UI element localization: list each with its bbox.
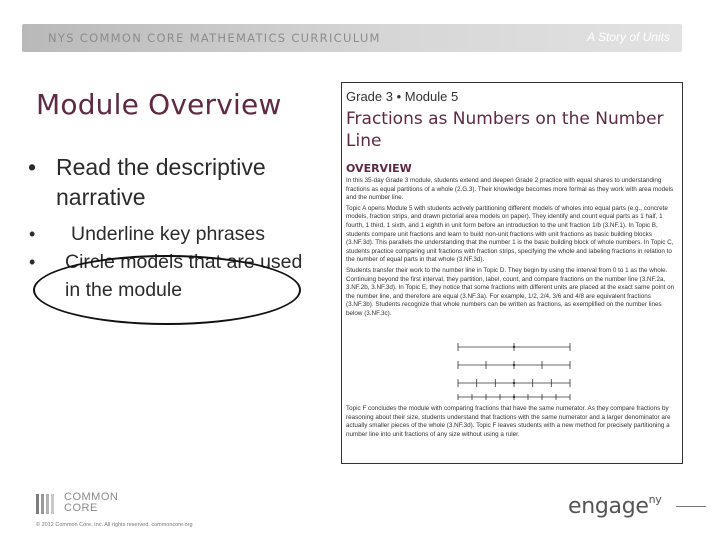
story-of-units-label: A Story of Units (587, 30, 670, 44)
doc-paragraph: Topic A opens Module 5 with students actively partitioning different models of wholes into equal parts (e.g., concrete models, fraction strips, and drawn pictorial area models on paper). They identify and count equal parts as 1 half, 1 fourth, 1 third, 1 sixth, and 1 eighth in unit form before an introduction to the unit fraction 1/b (3.NF.1). In Topic B, students compare unit fractions and learn to build non-unit fractions with unit fractions as basic building blocks (3.NF.3d). This parallels the understanding that the number 1 is the basic building block of whole numbers. In Topic C, students practice comparing unit fractions with fraction strips, specifying the whole and labeling fractions in relation to the number of equal parts in that whole (3.NF.3d). (346, 204, 674, 264)
footer-rule (676, 506, 706, 507)
doc-body (346, 177, 678, 321)
doc-title: Fractions as Numbers on the Number Line (346, 109, 664, 151)
engage-word: engage (568, 494, 649, 519)
brand-line-1: COMMON (64, 491, 119, 503)
doc-overview-heading: OVERVIEW (346, 162, 412, 175)
bullet-read-narrative (20, 152, 320, 212)
curriculum-label: NYS COMMON CORE MATHEMATICS CURRICULUM (48, 31, 381, 45)
module-document-image (341, 82, 683, 464)
header-banner (22, 24, 682, 52)
doc-grade-module: Grade 3 • Module 5 (346, 89, 459, 104)
bullet-dot: • (28, 154, 37, 180)
doc-paragraph: In this 35-day Grade 3 module, students extend and deepen Grade 2 practice with equal shares to understanding fractions as equal partitions of a whole (2.G.3). Their knowledge becomes more formal as they work with area models and the number line. (346, 177, 674, 202)
circle-annotation (33, 255, 301, 325)
brand-line-2: CORE (64, 502, 98, 514)
bullet-text: Read the descriptive narrative (56, 154, 266, 210)
doc-closing-paragraph: Topic F concludes the module with comparing fractions that have the same numerator. As they compare fractions by reasoning about their size, students understand that fractions with the same numerator and a larger denominator are actually smaller pieces of the whole (3.NF.3d). Topic F leaves students with a new method for precisely partitioning a number line into unit fractions of any size without using a ruler. (346, 405, 671, 438)
bullet-dot: • (29, 252, 36, 272)
number-lines-figure (454, 335, 574, 401)
bullet-dot: • (29, 224, 36, 244)
slide-title: Module Overview (36, 88, 282, 121)
sub-bullet-underline (20, 220, 320, 248)
common-core-logo-icon (36, 494, 60, 514)
engageny-logo (568, 494, 662, 519)
sub-bullet-text: Circle models that are used in the module (65, 251, 303, 301)
copyright-text: © 2012 Common Core, Inc. All rights reserved. commoncore.org (36, 522, 193, 528)
common-core-brand (64, 492, 118, 514)
doc-paragraph: Students transfer their work to the number line in Topic D. They begin by using the interval from 0 to 1 as the whole. Continuing beyond the first interval, they partition, label, count, and compare fractions on the number line (3.NF.2a, 3.NF.2b, 3.NF.3d). In Topic E, they notice that some fractions with different units are placed at the exact same point on the number line, and therefore are equal (3.NF.3a). For example, 1/2, 2/4, 3/6 and 4/8 are equivalent fractions (3.NF.3b). Students recognize that whole numbers can be written as fractions, as exemplified on the number lines below (3.NF.3c). (346, 266, 675, 317)
engage-ny-superscript: ny (648, 493, 662, 506)
sub-bullet-text: Underline key phrases (71, 223, 266, 245)
